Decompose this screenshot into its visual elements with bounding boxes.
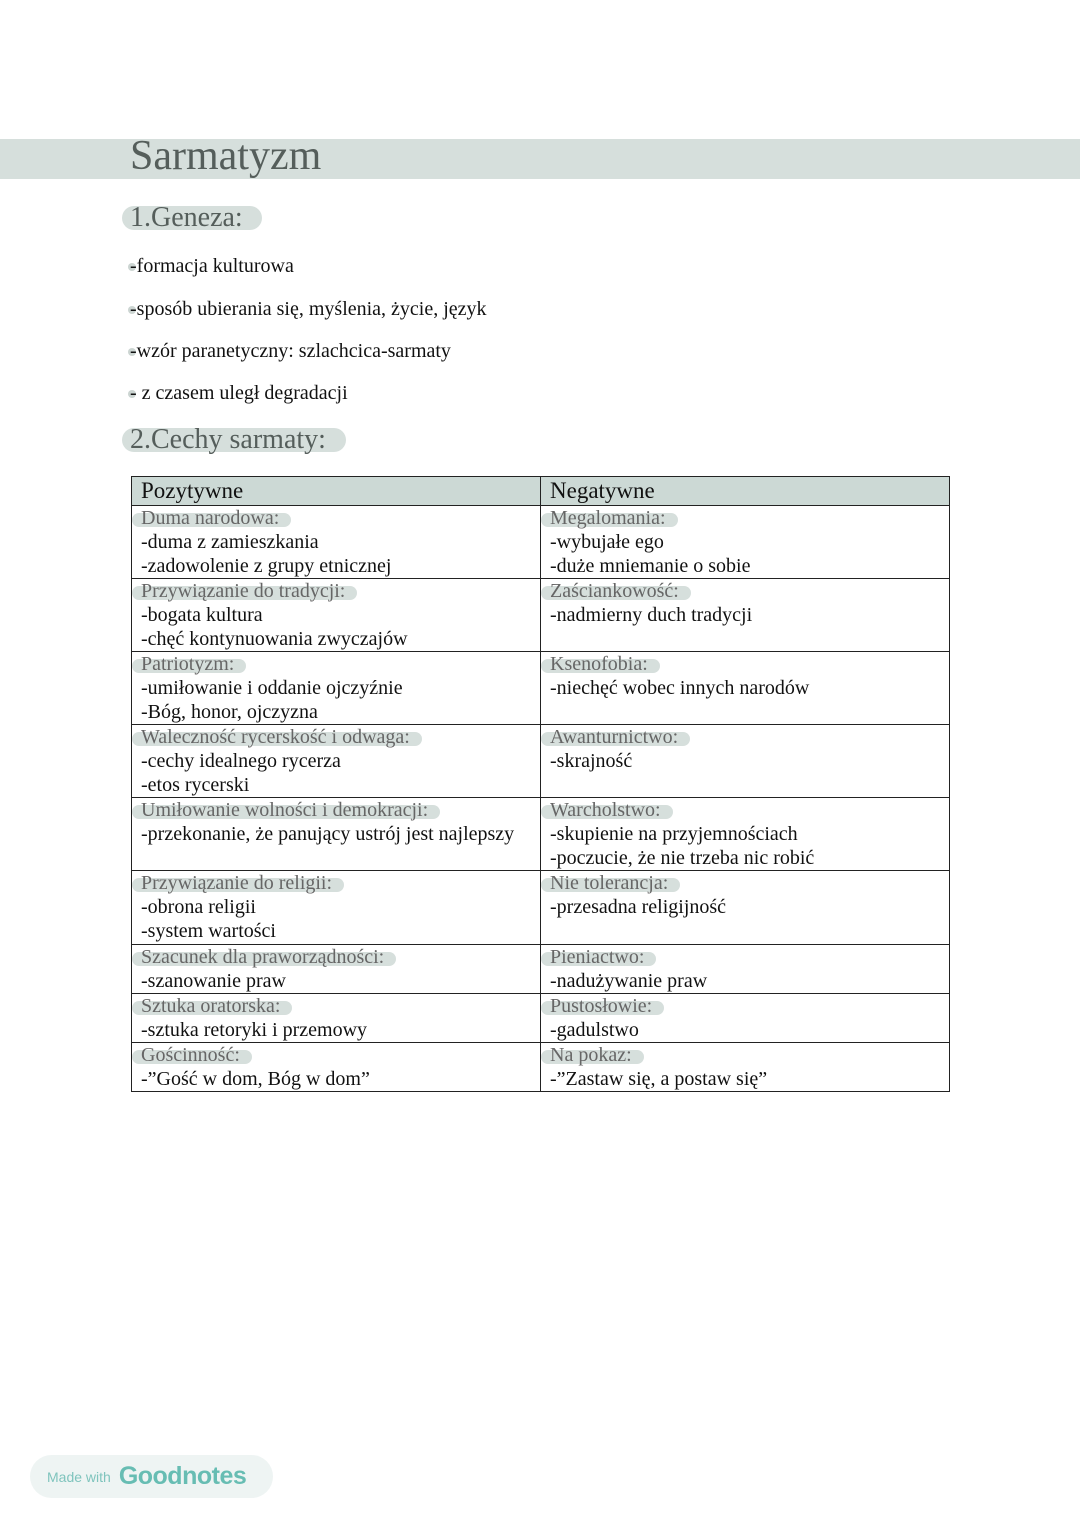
trait-name: Sztuka oratorska: bbox=[141, 995, 281, 1017]
positive-cell bbox=[132, 1043, 541, 1092]
section-heading-cechy: 2.Cechy sarmaty: bbox=[130, 424, 326, 456]
table-row bbox=[132, 725, 950, 798]
trait-detail: -duże mniemanie o sobie bbox=[550, 555, 751, 577]
table-row bbox=[132, 798, 950, 871]
negative-cell bbox=[541, 945, 950, 994]
positive-cell bbox=[132, 871, 541, 945]
positive-cell bbox=[132, 945, 541, 994]
trait-detail: -sztuka retoryki i przemowy bbox=[141, 1019, 368, 1041]
positive-cell bbox=[132, 725, 541, 798]
table-row bbox=[132, 1043, 950, 1092]
trait-detail: -nadużywanie praw bbox=[550, 970, 708, 992]
trait-detail: -umiłowanie i oddanie ojczyźnie bbox=[141, 677, 403, 699]
negative-cell bbox=[541, 798, 950, 871]
trait-name: Duma narodowa: bbox=[141, 507, 280, 529]
trait-detail: -duma z zamieszkania bbox=[141, 531, 319, 553]
positive-cell bbox=[132, 506, 541, 579]
negative-cell bbox=[541, 579, 950, 652]
trait-name: Przywiązanie do tradycji: bbox=[141, 580, 346, 602]
negative-cell bbox=[541, 725, 950, 798]
positive-cell bbox=[132, 798, 541, 871]
trait-detail: -poczucie, że nie trzeba nic robić bbox=[550, 847, 815, 869]
list-item: - z czasem uległ degradacji bbox=[130, 382, 348, 404]
trait-detail: -wybujałe ego bbox=[550, 531, 664, 553]
trait-detail: -szanowanie praw bbox=[141, 970, 286, 992]
trait-detail: -system wartości bbox=[141, 920, 276, 942]
positive-cell bbox=[132, 994, 541, 1043]
positive-cell bbox=[132, 579, 541, 652]
trait-detail: -”Gość w dom, Bóg w dom” bbox=[141, 1068, 370, 1090]
trait-detail: -przekonanie, że panujący ustrój jest najlepszy bbox=[141, 823, 515, 845]
trait-detail: -”Zastaw się, a postaw się” bbox=[550, 1068, 768, 1090]
goodnotes-badge bbox=[30, 1455, 273, 1498]
list-item: -wzór paranetyczny: szlachcica-sarmaty bbox=[130, 340, 451, 362]
trait-name: Awanturnictwo: bbox=[550, 726, 679, 748]
trait-detail: -Bóg, honor, ojczyzna bbox=[141, 701, 318, 723]
trait-name: Pustosłowie: bbox=[550, 995, 653, 1017]
trait-detail: -bogata kultura bbox=[141, 604, 263, 626]
trait-detail: -obrona religii bbox=[141, 896, 256, 918]
table-row bbox=[132, 945, 950, 994]
list-item: -formacja kulturowa bbox=[130, 255, 294, 277]
header-positive: Pozytywne bbox=[132, 477, 541, 506]
negative-cell bbox=[541, 1043, 950, 1092]
section-heading-geneza: 1.Geneza: bbox=[130, 202, 243, 234]
traits-table bbox=[131, 476, 950, 1092]
table-row bbox=[132, 506, 950, 579]
trait-detail: -etos rycerski bbox=[141, 774, 250, 796]
trait-detail: -cechy idealnego rycerza bbox=[141, 750, 341, 772]
negative-cell bbox=[541, 994, 950, 1043]
table-row bbox=[132, 579, 950, 652]
trait-detail: -niechęć wobec innych narodów bbox=[550, 677, 810, 699]
trait-detail: -skrajność bbox=[550, 750, 633, 772]
made-with-label: Made with bbox=[47, 1468, 111, 1485]
trait-name: Umiłowanie wolności i demokracji: bbox=[141, 799, 429, 821]
table-row bbox=[132, 994, 950, 1043]
trait-name: Pieniactwo: bbox=[550, 946, 645, 968]
trait-name: Megalomania: bbox=[550, 507, 666, 529]
trait-name: Ksenofobia: bbox=[550, 653, 648, 675]
trait-name: Gościnność: bbox=[141, 1044, 240, 1066]
header-negative: Negatywne bbox=[541, 477, 950, 506]
trait-detail: -przesadna religijność bbox=[550, 896, 727, 918]
trait-name: Szacunek dla praworządności: bbox=[141, 946, 385, 968]
trait-name: Waleczność rycerskość i odwaga: bbox=[141, 726, 410, 748]
negative-cell bbox=[541, 871, 950, 945]
table-row bbox=[132, 652, 950, 725]
page-title: Sarmatyzm bbox=[130, 133, 322, 179]
trait-name: Przywiązanie do religii: bbox=[141, 872, 333, 894]
trait-detail: -gadulstwo bbox=[550, 1019, 639, 1041]
trait-detail: -nadmierny duch tradycji bbox=[550, 604, 753, 626]
negative-cell bbox=[541, 506, 950, 579]
trait-name: Nie tolerancja: bbox=[550, 872, 669, 894]
trait-name: Warcholstwo: bbox=[550, 799, 661, 821]
negative-cell bbox=[541, 652, 950, 725]
trait-detail: -skupienie na przyjemnościach bbox=[550, 823, 798, 845]
table-row bbox=[132, 871, 950, 945]
positive-cell bbox=[132, 652, 541, 725]
trait-detail: -chęć kontynuowania zwyczajów bbox=[141, 628, 408, 650]
trait-name: Na pokaz: bbox=[550, 1044, 632, 1066]
trait-detail: -zadowolenie z grupy etnicznej bbox=[141, 555, 392, 577]
list-item: -sposób ubierania się, myślenia, życie, język bbox=[130, 298, 487, 320]
trait-name: Zaściankowość: bbox=[550, 580, 679, 602]
trait-name: Patriotyzm: bbox=[141, 653, 235, 675]
goodnotes-logo: Goodnotes bbox=[118, 1462, 247, 1490]
